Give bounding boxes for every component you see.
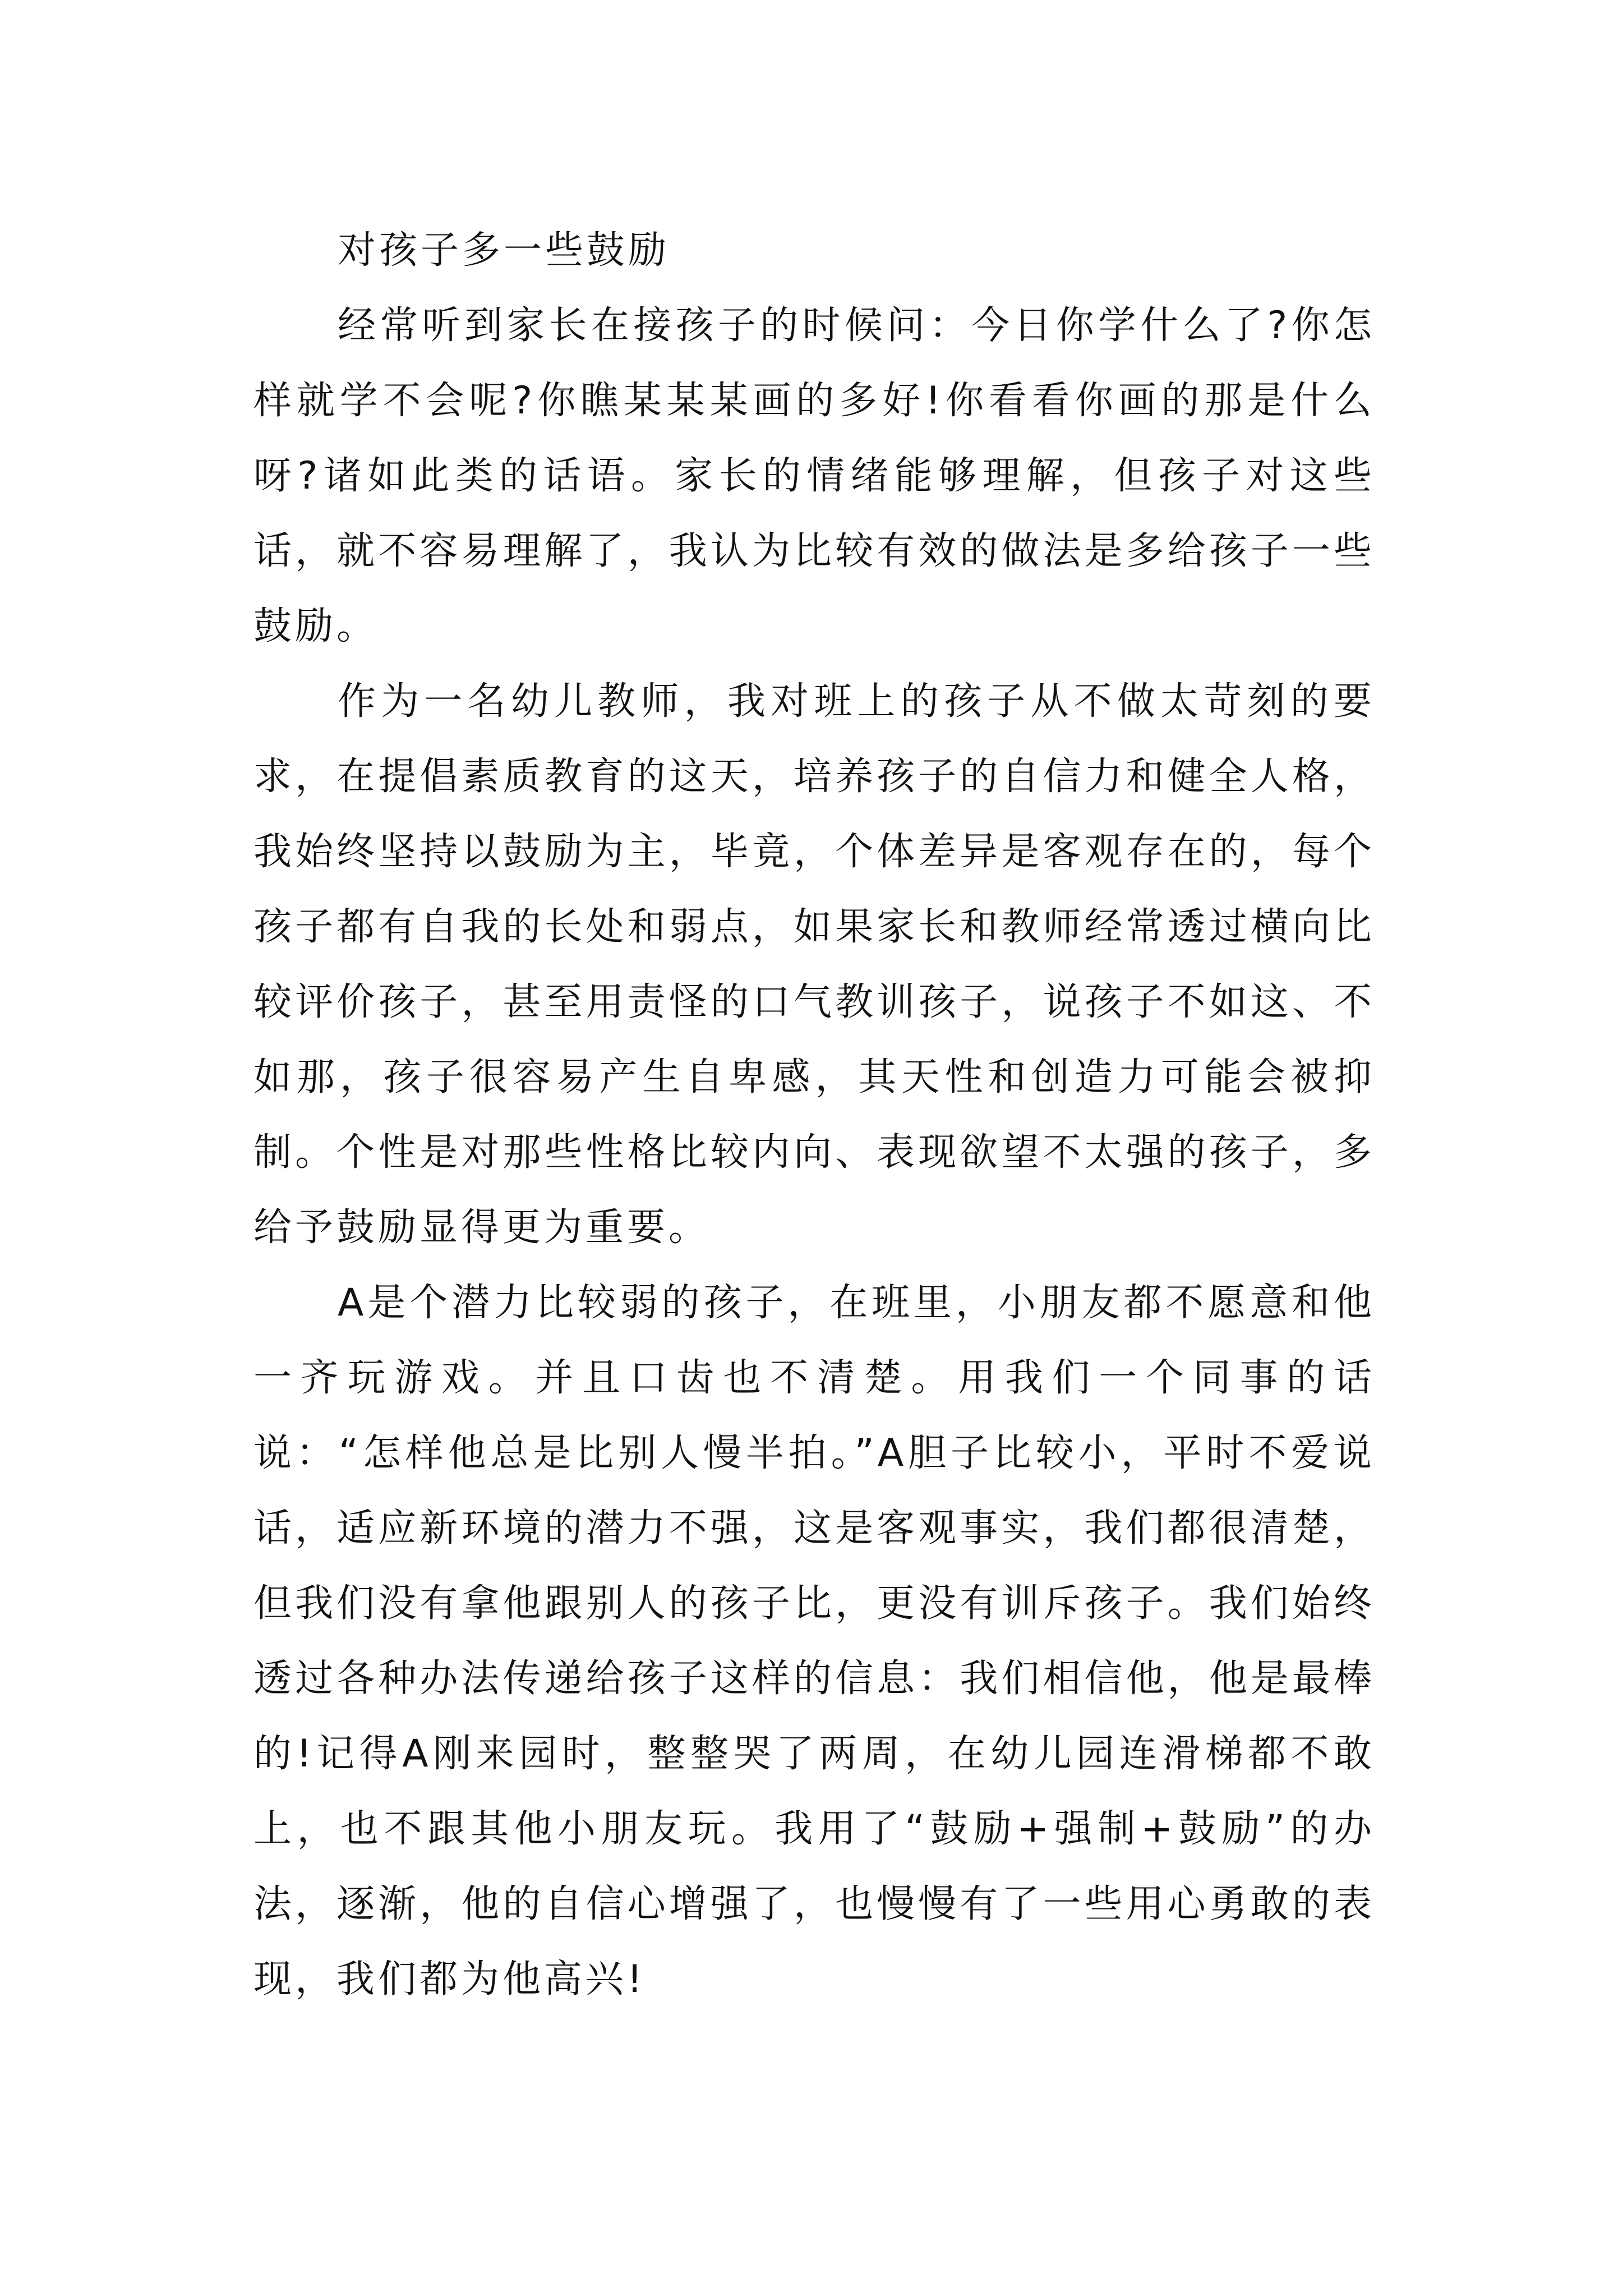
- document-body: [253, 213, 1375, 2017]
- document-title: 对孩子多一些鼓励: [338, 228, 670, 273]
- paragraph-2: 作为一名幼儿教师，我对班上的孩子从不做太苛刻的要求，在提倡素质教育的这天，培养孩子的自信力和健全人格，我始终坚持以鼓励为主，毕竟，个体差异是客观存在的，每个孩子都有自我的长处和弱点，如果家长和教师经常透过横向比较评价孩子，甚至用责怪的口气教训孩子，说孩子不如这、不如那，孩子很容易产生自卑感，其天性和创造力可能会被抑制。个性是对那些性格比较内向、表现欲望不太强的孩子，多给予鼓励显得更为重要。: [253, 679, 1375, 1250]
- paragraph-1: 经常听到家长在接孩子的时候问：今日你学什么了?你怎样就学不会呢?你瞧某某某画的多好!你看看你画的那是什么呀?诸如此类的话语。家长的情绪能够理解，但孩子对这些话，就不容易理解了，我认为比较有效的做法是多给孩子一些鼓励。: [253, 303, 1375, 648]
- paragraph-3: A是个潜力比较弱的孩子，在班里，小朋友都不愿意和他一齐玩游戏。并且口齿也不清楚。用我们一个同事的话说：“怎样他总是比别人慢半拍。”A胆子比较小，平时不爱说话，适应新环境的潜力不强，这是客观事实，我们都很清楚，但我们没有拿他跟别人的孩子比，更没有训斥孩子。我们始终透过各种办法传递给孩子这样的信息：我们相信他，他是最棒的!记得A刚来园时，整整哭了两周，在幼儿园连滑梯都不敢上，也不跟其他小朋友玩。我用了“鼓励+强制+鼓励”的办法，逐渐，他的自信心增强了，也慢慢有了一些用心勇敢的表现，我们都为他高兴!: [253, 1281, 1375, 2001]
